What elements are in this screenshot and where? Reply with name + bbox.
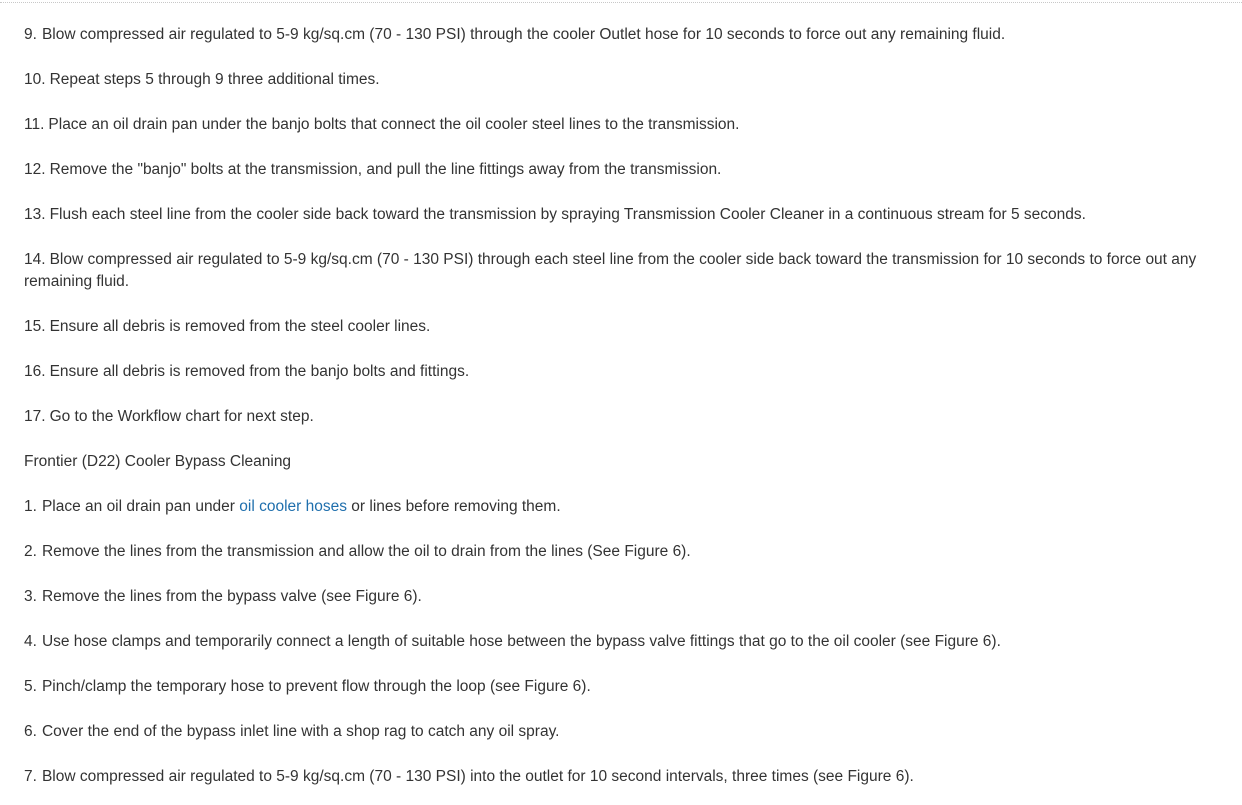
step-text: Use hose clamps and temporarily connect a length of suitable hose between the bypass valve fittings that go to the oil cooler (see Figure 6). (41, 633, 1001, 650)
step-text: Ensure all debris is removed from the banjo bolts and fittings. (49, 363, 470, 380)
step-text: Blow compressed air regulated to 5-9 kg/sq.cm (70 - 130 PSI) through each steel line from the cooler side back toward the transmission for 10 seconds to force out any remaining fluid. (24, 251, 1197, 290)
bypass-step-2 (24, 541, 1236, 563)
step-number: 2. (24, 543, 37, 560)
step-text: Flush each steel line from the cooler side back toward the transmission by spraying Transmission Cooler Cleaner in a continuous stream for 5 seconds. (49, 206, 1086, 223)
step-number: 4. (24, 633, 37, 650)
step-number: 14. (24, 251, 46, 268)
step-15 (24, 316, 1236, 338)
step-number: 10. (24, 71, 46, 88)
step-text: Remove the "banjo" bolts at the transmission, and pull the line fittings away from the transmission. (49, 161, 722, 178)
bypass-step-5 (24, 676, 1236, 698)
oil-cooler-hoses-link[interactable]: oil cooler hoses (239, 498, 347, 515)
step-number: 17. (24, 408, 46, 425)
step-text: Ensure all debris is removed from the steel cooler lines. (49, 318, 431, 335)
step-number: 1. (24, 498, 37, 515)
step-10 (24, 69, 1236, 91)
step-number: 15. (24, 318, 46, 335)
step-12 (24, 159, 1236, 181)
step-number: 13. (24, 206, 46, 223)
step-text: Remove the lines from the transmission and allow the oil to drain from the lines (See Figure 6). (41, 543, 691, 560)
step-13 (24, 204, 1236, 226)
step-text: Cover the end of the bypass inlet line with a shop rag to catch any oil spray. (41, 723, 560, 740)
section-heading: Frontier (D22) Cooler Bypass Cleaning (24, 453, 292, 470)
bypass-step-6 (24, 721, 1236, 743)
step-number: 12. (24, 161, 46, 178)
step-text: Blow compressed air regulated to 5-9 kg/sq.cm (70 - 130 PSI) into the outlet for 10 second intervals, three times (see Figure 6). (41, 768, 914, 785)
bypass-step-1 (24, 496, 1236, 518)
step-16 (24, 361, 1236, 383)
step-text: Pinch/clamp the temporary hose to prevent flow through the loop (see Figure 6). (41, 678, 591, 695)
step-number: 6. (24, 723, 37, 740)
step-number: 16. (24, 363, 46, 380)
step-number: 5. (24, 678, 37, 695)
step-number: 7. (24, 768, 37, 785)
step-text-before-link: Place an oil drain pan under (41, 498, 240, 515)
bypass-step-7 (24, 766, 1236, 788)
procedure-content (24, 24, 1236, 788)
step-number: 11. (24, 116, 45, 133)
step-text: Remove the lines from the bypass valve (see Figure 6). (41, 588, 422, 605)
step-text: Blow compressed air regulated to 5-9 kg/sq.cm (70 - 130 PSI) through the cooler Outlet hose for 10 seconds to force out any remaining fluid. (41, 26, 1006, 43)
step-9 (24, 24, 1236, 46)
top-divider (0, 2, 1242, 3)
step-text: Place an oil drain pan under the banjo bolts that connect the oil cooler steel lines to the transmission. (48, 116, 740, 133)
step-text: Go to the Workflow chart for next step. (49, 408, 314, 425)
bypass-step-4 (24, 631, 1236, 653)
step-number: 3. (24, 588, 37, 605)
step-text-after-link: or lines before removing them. (346, 498, 561, 515)
step-number: 9. (24, 26, 37, 43)
step-text: Repeat steps 5 through 9 three additional times. (49, 71, 380, 88)
step-11 (24, 114, 1236, 136)
step-14 (24, 249, 1236, 293)
step-17 (24, 406, 1236, 428)
bypass-step-3 (24, 586, 1236, 608)
